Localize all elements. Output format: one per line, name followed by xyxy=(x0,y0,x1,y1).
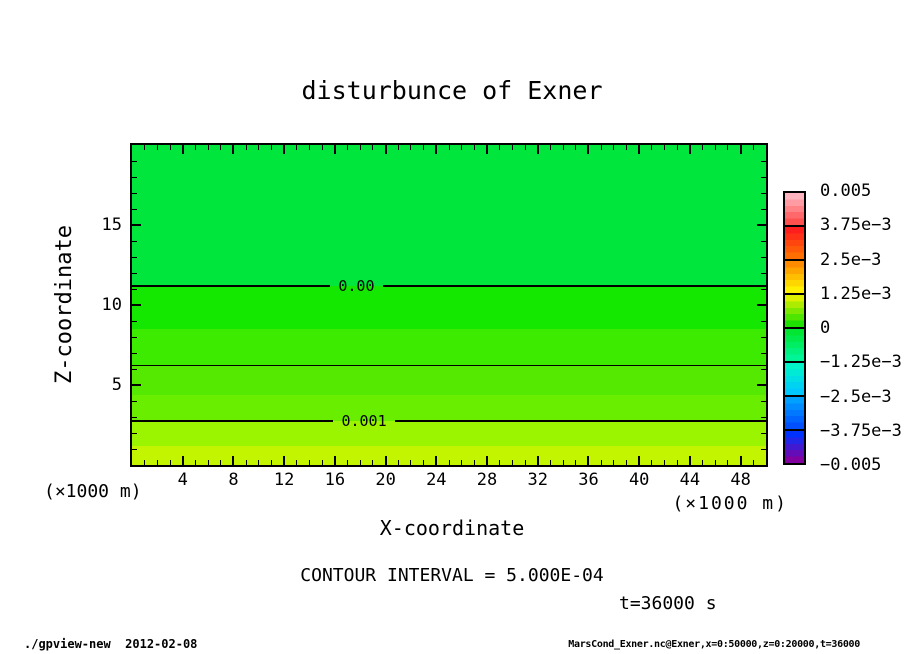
colorbar-segment xyxy=(785,227,804,261)
contour-fill-band xyxy=(132,329,766,366)
x-axis-tick xyxy=(182,456,184,465)
contour-line xyxy=(383,285,766,287)
x-tick-label: 36 xyxy=(578,470,599,490)
x-axis-tick xyxy=(613,460,614,465)
y-axis-tick xyxy=(132,304,141,306)
x-axis-tick xyxy=(727,145,728,150)
x-axis-tick xyxy=(575,145,576,150)
colorbar-segment xyxy=(785,397,804,431)
colorbar-tick-label: 3.75e−3 xyxy=(820,215,892,236)
contour-line-label: 0.00 xyxy=(338,276,375,295)
x-axis-tick xyxy=(486,456,488,465)
contour-line xyxy=(132,420,333,422)
x-axis-tick xyxy=(322,145,323,150)
x-axis-tick xyxy=(334,456,336,465)
colorbar-tick-label: 1.25e−3 xyxy=(820,283,892,304)
x-axis-tick xyxy=(677,460,678,465)
contour-line-label: 0.001 xyxy=(341,412,387,430)
y-axis-tick xyxy=(761,369,766,370)
y-axis-tick xyxy=(132,161,137,162)
x-axis-tick xyxy=(651,460,652,465)
y-tick-label: 10 xyxy=(101,295,122,315)
x-axis-tick xyxy=(626,460,627,465)
y-axis-tick xyxy=(761,209,766,210)
y-axis-tick xyxy=(757,304,766,306)
x-axis-tick xyxy=(525,145,526,150)
x-axis-tick xyxy=(601,145,602,150)
y-axis-tick xyxy=(761,161,766,162)
x-axis-tick xyxy=(613,145,614,150)
x-axis-tick xyxy=(689,145,691,154)
x-axis-tick xyxy=(296,145,297,150)
y-axis-tick xyxy=(132,384,141,386)
contour-fill-band xyxy=(132,395,766,421)
x-axis-tick xyxy=(575,460,576,465)
x-tick-label: 44 xyxy=(679,470,701,490)
x-axis-tick xyxy=(702,145,703,150)
y-axis-tick xyxy=(132,241,137,242)
x-axis-tick xyxy=(512,460,513,465)
x-axis-tick xyxy=(334,145,336,154)
y-axis-tick xyxy=(761,433,766,434)
y-axis-tick xyxy=(132,353,137,354)
y-axis-unit-label: (×1000 m) xyxy=(44,481,142,502)
x-axis-tick xyxy=(702,460,703,465)
x-axis-tick xyxy=(195,145,196,150)
x-axis-tick xyxy=(372,145,373,150)
x-axis-tick xyxy=(423,460,424,465)
colorbar-tick-label: −3.75e−3 xyxy=(820,420,902,441)
y-axis-tick xyxy=(761,193,766,194)
x-axis-tick xyxy=(144,460,145,465)
x-axis-tick xyxy=(512,145,513,150)
x-axis-tick xyxy=(385,456,387,465)
x-axis-tick xyxy=(322,460,323,465)
x-axis-tick xyxy=(347,145,348,150)
y-axis-tick xyxy=(761,273,766,274)
y-axis-tick xyxy=(132,417,137,418)
y-axis-tick xyxy=(132,401,137,402)
footer-command-text: ./gpview-new 2012-02-08 xyxy=(24,637,198,651)
x-axis-tick xyxy=(195,460,196,465)
x-axis-tick xyxy=(398,460,399,465)
x-axis-tick xyxy=(486,145,488,154)
x-axis-tick xyxy=(283,456,285,465)
x-axis-tick xyxy=(423,145,424,150)
y-tick-label: 5 xyxy=(111,375,122,395)
x-axis-tick xyxy=(499,460,500,465)
x-axis-tick xyxy=(435,456,437,465)
x-axis-tick xyxy=(587,145,589,154)
y-axis-tick xyxy=(132,177,137,178)
chart-title: disturbunce of Exner xyxy=(301,76,603,105)
contour-interval-note: CONTOUR INTERVAL = 5.000E-04 xyxy=(300,565,604,586)
x-axis-tick xyxy=(740,145,742,154)
x-axis-tick xyxy=(246,145,247,150)
colorbar xyxy=(783,191,806,465)
x-axis-tick xyxy=(715,145,716,150)
x-axis-tick xyxy=(461,145,462,150)
y-axis-tick xyxy=(132,337,137,338)
x-axis-tick xyxy=(232,456,234,465)
contour-line xyxy=(132,365,766,366)
x-tick-label: 32 xyxy=(527,470,548,490)
colorbar-segment xyxy=(785,431,804,463)
y-axis-tick xyxy=(132,257,137,258)
colorbar-segment xyxy=(785,295,804,329)
x-axis-tick xyxy=(360,145,361,150)
colorbar-tick-label: 0 xyxy=(820,318,831,338)
x-axis-tick xyxy=(385,145,387,154)
y-axis-tick xyxy=(132,209,137,210)
x-axis-tick xyxy=(664,145,665,150)
y-axis-tick xyxy=(757,384,766,386)
footer-source-text: MarsCond_Exner.nc@Exner,x=0:50000,z=0:20000,t=36000 xyxy=(568,639,860,650)
x-axis-tick xyxy=(246,460,247,465)
x-axis-tick xyxy=(727,460,728,465)
y-axis-tick xyxy=(761,449,766,450)
colorbar-tick-label: 0.005 xyxy=(820,181,872,201)
x-axis-tick xyxy=(435,145,437,154)
x-axis-tick xyxy=(157,460,158,465)
x-axis-tick xyxy=(398,145,399,150)
x-axis-tick xyxy=(258,145,259,150)
x-axis-tick xyxy=(372,460,373,465)
contour-line xyxy=(132,285,330,287)
y-axis-tick xyxy=(761,353,766,354)
x-tick-label: 28 xyxy=(476,470,498,490)
y-axis-tick xyxy=(761,337,766,338)
x-axis-tick xyxy=(449,145,450,150)
x-axis-tick xyxy=(208,145,209,150)
x-axis-tick xyxy=(309,145,310,150)
y-axis-tick xyxy=(132,224,141,226)
colorbar-tick-label: 2.5e−3 xyxy=(820,249,882,270)
x-axis-tick xyxy=(258,460,259,465)
x-axis-tick xyxy=(740,456,742,465)
x-axis-tick xyxy=(461,460,462,465)
y-axis-tick xyxy=(761,401,766,402)
y-axis-tick xyxy=(132,433,137,434)
x-axis-tick xyxy=(601,460,602,465)
x-axis-tick xyxy=(360,460,361,465)
x-tick-label: 16 xyxy=(324,470,346,490)
x-axis-tick xyxy=(220,460,221,465)
colorbar-segment xyxy=(785,363,804,397)
x-axis-tick xyxy=(144,145,145,150)
x-axis-tick xyxy=(715,460,716,465)
x-axis-tick xyxy=(410,460,411,465)
contour-fill-band xyxy=(132,366,766,395)
x-tick-label: 8 xyxy=(228,470,239,490)
colorbar-tick-label: −1.25e−3 xyxy=(820,352,902,373)
x-axis-tick xyxy=(232,145,234,154)
x-axis-tick xyxy=(626,145,627,150)
x-axis-tick xyxy=(449,460,450,465)
y-axis-title: Z-coordinate xyxy=(52,225,77,385)
y-axis-tick xyxy=(132,321,137,322)
contour-fill-band xyxy=(132,421,766,446)
x-axis-tick xyxy=(474,460,475,465)
x-axis-tick xyxy=(651,145,652,150)
colorbar-tick-label: −0.005 xyxy=(820,455,882,475)
x-axis-tick xyxy=(208,460,209,465)
y-axis-tick xyxy=(132,449,137,450)
x-tick-label: 20 xyxy=(375,470,396,490)
x-axis-tick xyxy=(347,460,348,465)
x-axis-tick xyxy=(638,145,640,154)
x-axis-tick xyxy=(220,145,221,150)
y-tick-label: 15 xyxy=(101,215,122,235)
x-axis-tick xyxy=(271,460,272,465)
x-axis-tick xyxy=(753,145,754,150)
x-axis-tick xyxy=(499,145,500,150)
plot-area xyxy=(130,143,768,467)
x-axis-tick xyxy=(296,460,297,465)
x-axis-unit-label: (×1000 m) xyxy=(672,493,788,514)
y-axis-tick xyxy=(761,417,766,418)
colorbar-segment xyxy=(785,261,804,295)
y-axis-tick xyxy=(132,289,137,290)
x-tick-label: 12 xyxy=(273,470,295,490)
x-axis-tick xyxy=(689,456,691,465)
y-axis-tick xyxy=(757,224,766,226)
y-axis-tick xyxy=(761,177,766,178)
x-tick-label: 40 xyxy=(628,470,650,490)
x-axis-tick xyxy=(157,145,158,150)
x-axis-tick xyxy=(563,145,564,150)
x-tick-label: 48 xyxy=(730,470,751,490)
x-axis-tick xyxy=(170,460,171,465)
plot-canvas xyxy=(132,145,766,465)
y-axis-tick xyxy=(761,321,766,322)
x-axis-tick xyxy=(474,145,475,150)
y-axis-tick xyxy=(132,273,137,274)
colorbar-tick-label: −2.5e−3 xyxy=(820,386,892,407)
colorbar-segment xyxy=(785,193,804,227)
x-axis-tick xyxy=(182,145,184,154)
x-axis-title: X-coordinate xyxy=(379,516,525,540)
x-axis-tick xyxy=(309,460,310,465)
x-axis-tick xyxy=(271,145,272,150)
x-axis-tick xyxy=(587,456,589,465)
x-axis-tick xyxy=(563,460,564,465)
x-axis-tick xyxy=(283,145,285,154)
x-tick-label: 4 xyxy=(177,470,188,490)
contour-fill-band xyxy=(132,286,766,329)
x-axis-tick xyxy=(550,460,551,465)
time-note: t=36000 s xyxy=(619,593,717,614)
x-axis-tick xyxy=(664,460,665,465)
x-axis-tick xyxy=(537,456,539,465)
y-axis-tick xyxy=(761,289,766,290)
colorbar-segment xyxy=(785,329,804,363)
x-axis-tick xyxy=(410,145,411,150)
x-tick-label: 24 xyxy=(426,470,447,490)
y-axis-tick xyxy=(132,193,137,194)
y-axis-tick xyxy=(761,257,766,258)
x-axis-tick xyxy=(677,145,678,150)
x-axis-tick xyxy=(525,460,526,465)
x-axis-tick xyxy=(550,145,551,150)
x-axis-tick xyxy=(753,460,754,465)
y-axis-tick xyxy=(132,369,137,370)
contour-line xyxy=(395,420,766,422)
y-axis-tick xyxy=(761,241,766,242)
x-axis-tick xyxy=(170,145,171,150)
x-axis-tick xyxy=(638,456,640,465)
contour-fill-band xyxy=(132,145,766,286)
x-axis-tick xyxy=(537,145,539,154)
